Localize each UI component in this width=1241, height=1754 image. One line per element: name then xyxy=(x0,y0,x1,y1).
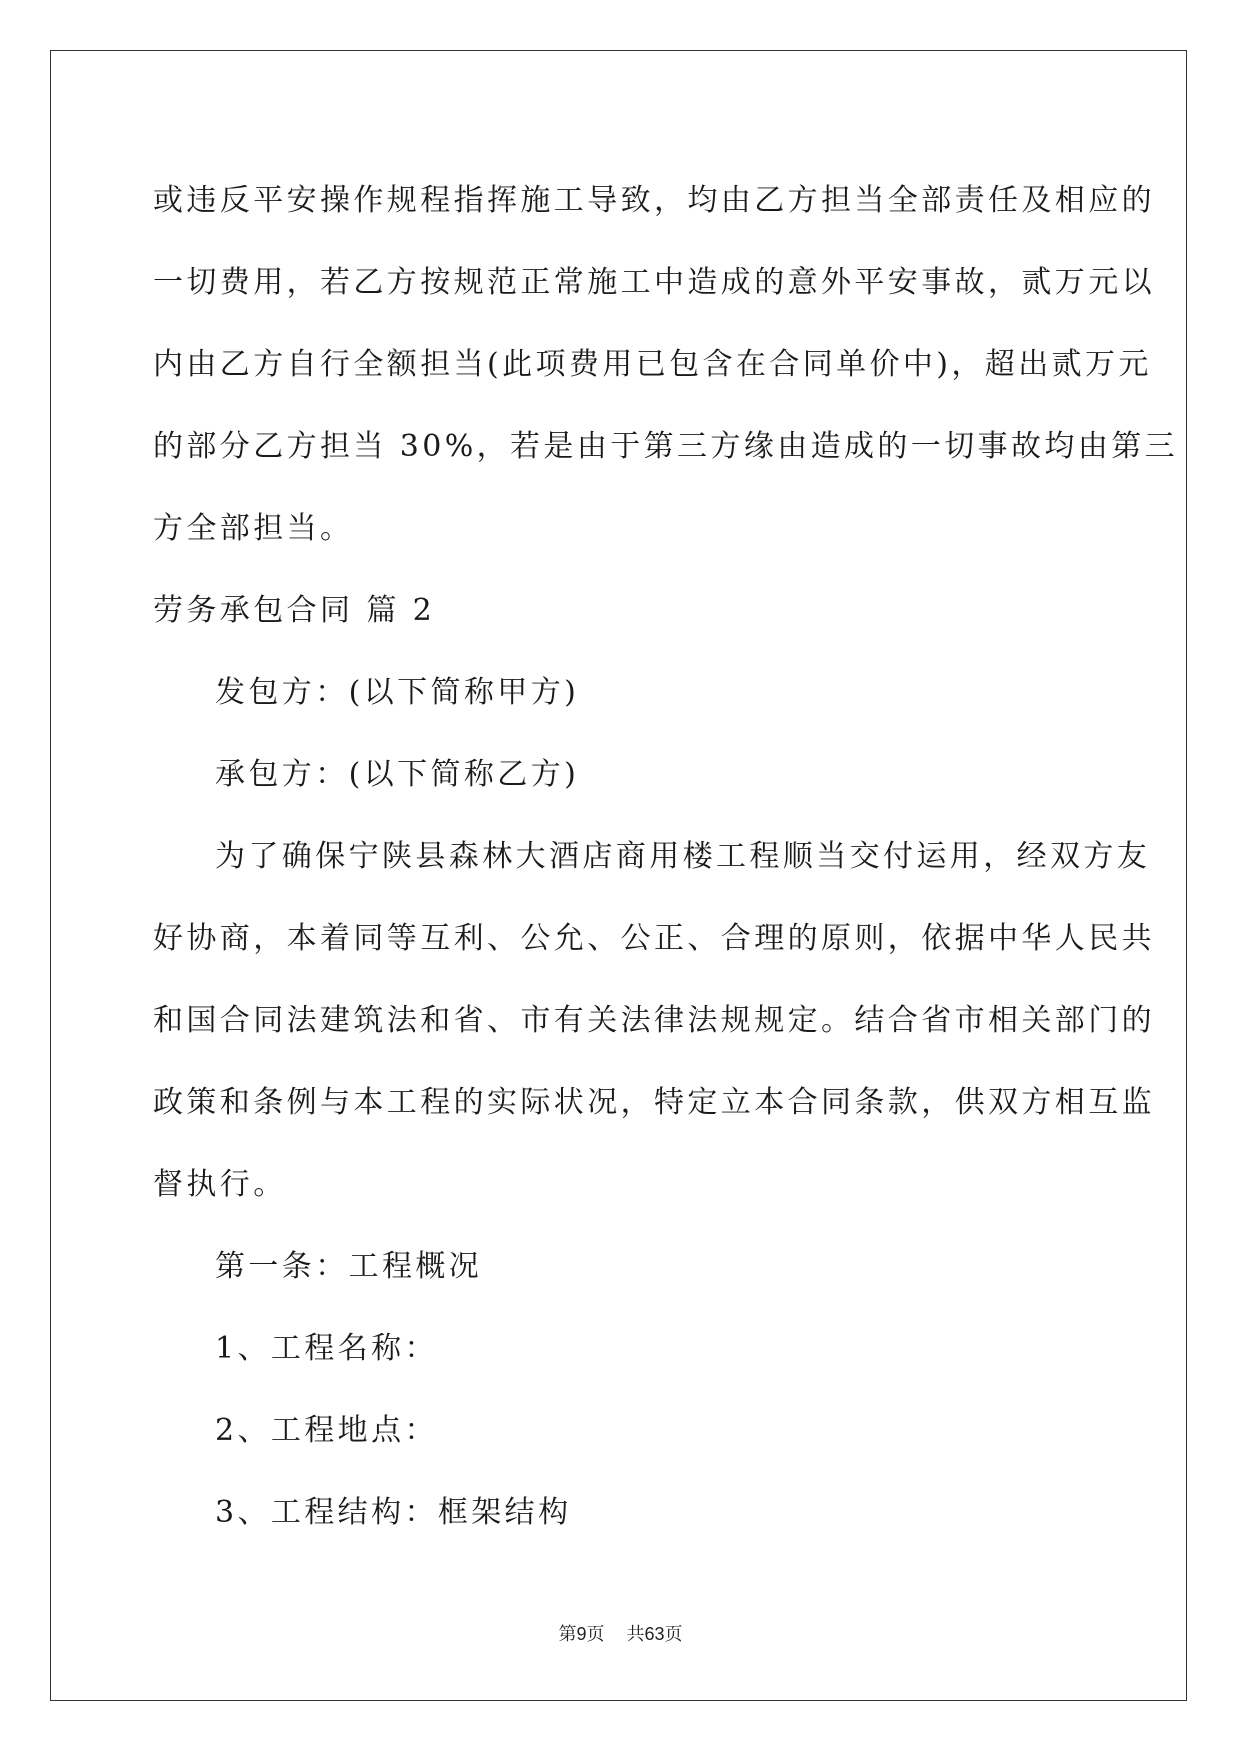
total-pages: 63 xyxy=(644,1624,665,1644)
page-suffix: 页 xyxy=(586,1624,605,1645)
paragraph-line: 的部分乙方担当 30%，若是由于第三方缘由造成的一切事故均由第三 xyxy=(153,429,1179,464)
document-body xyxy=(153,160,1179,1554)
paragraph-line: 为了确保宁陕县森林大酒店商用楼工程顺当交付运用，经双方友 xyxy=(215,839,1151,874)
party-b-line: 承包方：(以下简称乙方) xyxy=(215,757,580,792)
paragraph-line: 或违反平安操作规程指挥施工导致，均由乙方担当全部责任及相应的 xyxy=(153,183,1155,218)
paragraph-line: 督执行。 xyxy=(153,1167,287,1202)
list-item: 1、工程名称： xyxy=(215,1331,438,1366)
list-item: 2、工程地点： xyxy=(215,1413,438,1448)
paragraph-line: 内由乙方自行全额担当(此项费用已包含在合同单价中)，超出贰万元 xyxy=(153,347,1152,382)
list-item: 3、工程结构：框架结构 xyxy=(215,1495,572,1530)
page-prefix: 第 xyxy=(558,1624,577,1645)
total-suffix: 页 xyxy=(664,1624,683,1645)
total-prefix: 共 xyxy=(626,1624,645,1645)
article-heading: 第一条：工程概况 xyxy=(215,1249,483,1284)
page-footer xyxy=(0,1620,1241,1646)
paragraph-line: 政策和条例与本工程的实际状况，特定立本合同条款，供双方相互监 xyxy=(153,1085,1155,1120)
section-heading: 劳务承包合同 篇 2 xyxy=(153,593,436,628)
paragraph-line: 好协商，本着同等互利、公允、公正、合理的原则，依据中华人民共 xyxy=(153,921,1155,956)
paragraph-line: 方全部担当。 xyxy=(153,511,354,546)
paragraph-line: 和国合同法建筑法和省、市有关法律法规规定。结合省市相关部门的 xyxy=(153,1003,1155,1038)
page-number: 9 xyxy=(576,1624,587,1644)
paragraph-line: 一切费用，若乙方按规范正常施工中造成的意外平安事故，贰万元以 xyxy=(153,265,1155,300)
party-a-line: 发包方：(以下简称甲方) xyxy=(215,675,580,710)
